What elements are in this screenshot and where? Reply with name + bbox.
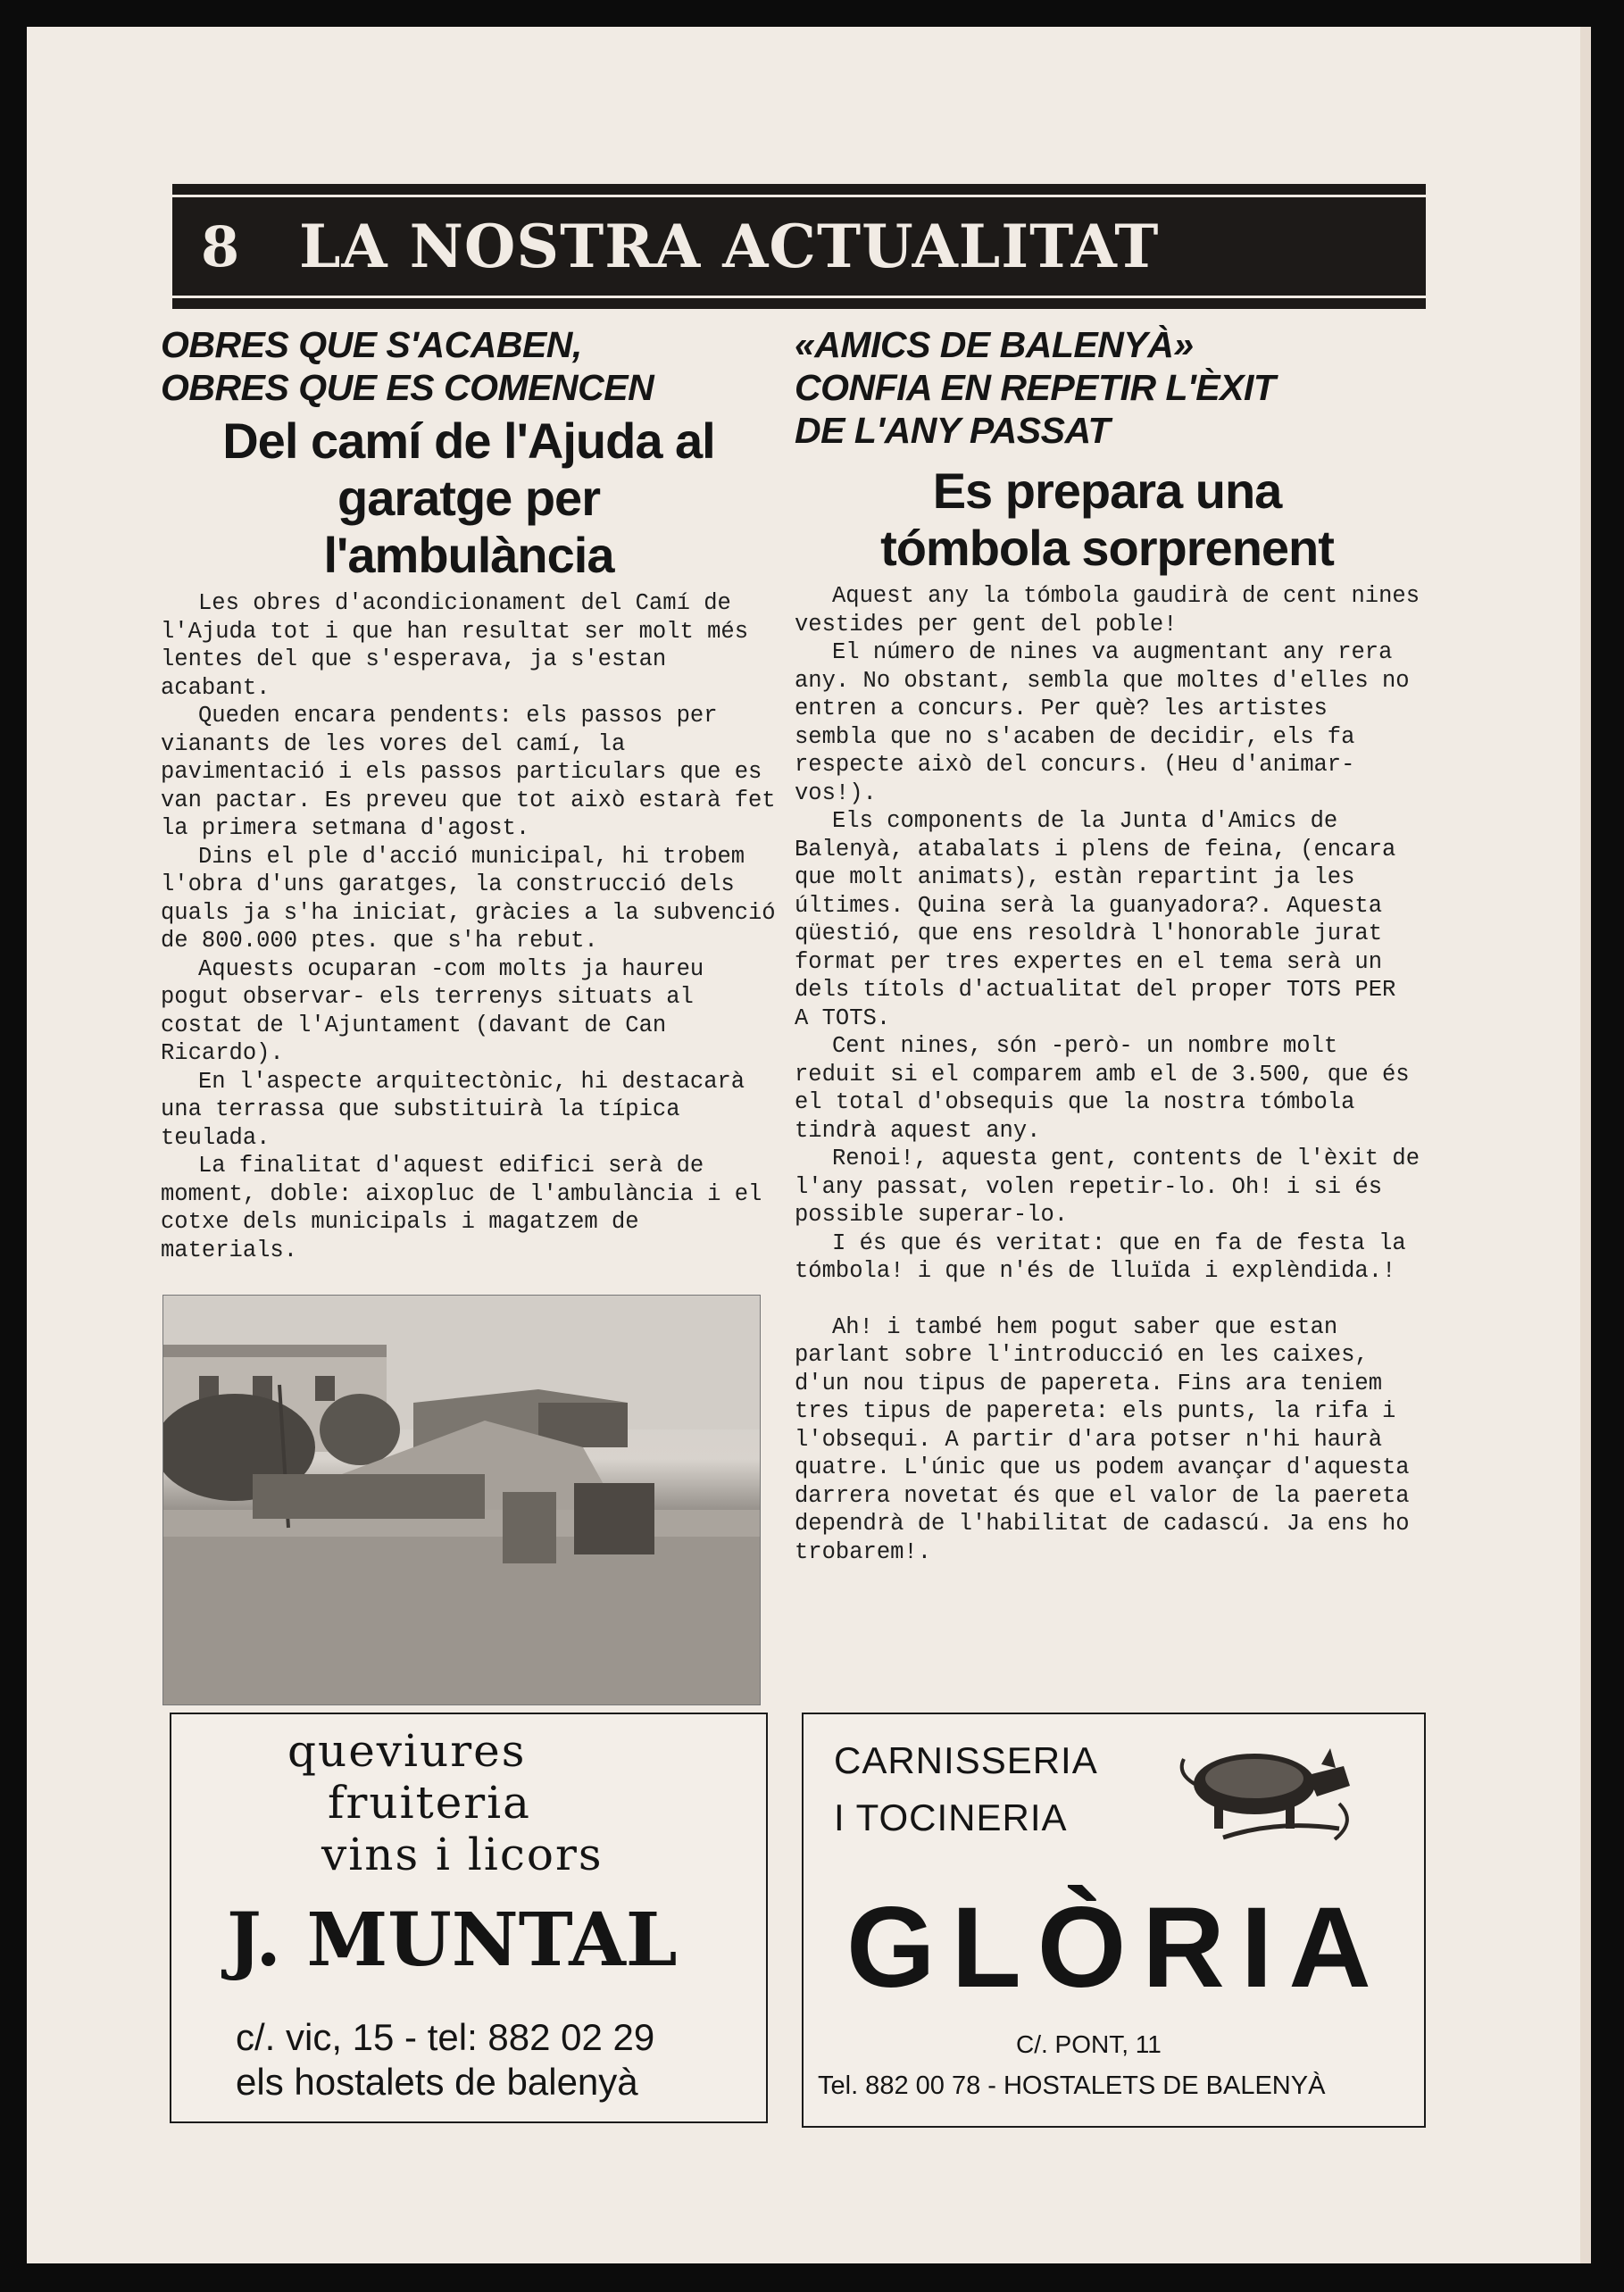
ad-muntal-address: c/. vic, 15 - tel: 882 02 29: [236, 2016, 655, 2058]
ad-gloria: [802, 1713, 1426, 2128]
ad-gloria-line1: CARNISSERIA: [834, 1739, 1098, 1781]
ad-muntal-line3: vins i licors: [321, 1829, 604, 1880]
paragraph: Dins el ple d'acció municipal, hi trobem l'obra d'uns garatges, la construcció dels quals ja s'ha iniciat, gràcies a la subvenció de 800.000 ptes. que s'ha rebut.: [161, 843, 776, 954]
left-article-body: [161, 589, 777, 1264]
paragraph: Les obres d'acondicionament del Camí de l'Ajuda tot i que han resultat ser molt més lentes del que s'esperava, ja s'estan acabant.: [161, 590, 749, 701]
ad-muntal: [170, 1713, 768, 2123]
paragraph: I és que és veritat: que en fa de festa la tómbola! i que n'és de lluïda i explèndida.!: [795, 1229, 1406, 1284]
next-page-edge: [1580, 27, 1591, 2263]
construction-photo-image: [163, 1296, 760, 1704]
right-article-kicker: «AMICS DE BALENYÀ» CONFIA EN REPETIR L'ÈXIT DE L'ANY PASSAT: [795, 324, 1276, 451]
paragraph: Aquests ocuparan -com molts ja haureu pogut observar- els terrenys situats al costat de l'Ajuntament (davant de Can Ricardo).: [161, 955, 704, 1066]
ad-gloria-line2: I TOCINERIA: [834, 1796, 1068, 1838]
right-article-headline: Es prepara una tómbola sorprenent: [880, 463, 1334, 576]
paragraph: Els components de la Junta d'Amics de Balenyà, atabalats i plens de feina, (encara que molt animats), estàn repartint ja les últimes. Quina serà la guanyadora?. Aquesta qüestió, que ens resoldrà l'honorable jurat format per tres expertes en el tema serà un dels títols d'actualitat del proper TOTS PER A TOTS.: [795, 808, 1396, 1031]
ad-gloria-phone: Tel. 882 00 78 - HOSTALETS DE BALENYÀ: [818, 2071, 1326, 2100]
ad-muntal-town: els hostalets de balenyà: [236, 2061, 638, 2103]
right-article: [795, 323, 1420, 1566]
left-article-headline: Del camí de l'Ajuda al garatge per l'ambulància: [222, 413, 715, 583]
ad-muntal-line1: queviures: [287, 1725, 527, 1777]
construction-photo: [162, 1295, 761, 1705]
ad-gloria-address: C/. PONT, 11: [1016, 2030, 1162, 2058]
right-article-body: [795, 582, 1420, 1566]
ad-muntal-name: J. MUNTAL: [227, 1897, 678, 1983]
paragraph: Ah! i també hem pogut saber que estan parlant sobre l'introducció en les caixes, d'un nou tipus de papereta. Fins ara teniem tres tipus de papereta: els punts, la rifa i l'obsequi. A partir d'ara potser n'hi haurà quatre. L'únic que us podem avançar d'aquesta darrera novetat és que el valor de la paereta dependrà de l'habilitat de cadascú. Ja ens ho trobarem!.: [795, 1313, 1410, 1565]
paragraph: Queden encara pendents: els passos per vianants de les vores del camí, la pavimentació i els passos particulars que es van pactar. Es preveu que tot això estarà fet la primera setmana d'agost.: [161, 703, 776, 841]
ad-gloria-name: GLÒRIA: [846, 1884, 1387, 2012]
left-article: [161, 323, 777, 1264]
paragraph: Renoi!, aquesta gent, contents de l'èxit de l'any passat, volen repetir-lo. Oh! i si és possible superar-lo.: [795, 1146, 1420, 1228]
ad-muntal-line2: fruiteria: [328, 1777, 531, 1829]
paragraph: La finalitat d'aquest edifici serà de moment, doble: aixopluc de l'ambulància i el cotxe dels municipals i magatzem de materials.: [161, 1153, 762, 1263]
pig-icon: [1161, 1732, 1366, 1853]
page-number: 8: [201, 213, 240, 279]
section-banner: [172, 184, 1426, 309]
paragraph: Aquest any la tómbola gaudirà de cent nines vestides per gent del poble!: [795, 583, 1420, 638]
paragraph: El número de nines va augmentant any rera any. No obstant, sembla que moltes d'elles no entren a concurs. Per què? les artistes sembla que no s'acaben de decidir, els fa respecte això del concurs. (Heu d'animar-vos!).: [795, 639, 1410, 806]
left-article-kicker: OBRES QUE S'ACABEN, OBRES QUE ES COMENCEN: [161, 324, 654, 408]
paragraph: Cent nines, són -però- un nombre molt reduit si el comparem amb el de 3.500, que és el total d'obsequis que la nostra tómbola tindrà aquest any.: [795, 1033, 1410, 1144]
paragraph: En l'aspecte arquitectònic, hi destacarà una terrassa que substituirà la típica teulada.: [161, 1068, 745, 1151]
section-title: LA NOSTRA ACTUALITAT: [299, 212, 1160, 281]
